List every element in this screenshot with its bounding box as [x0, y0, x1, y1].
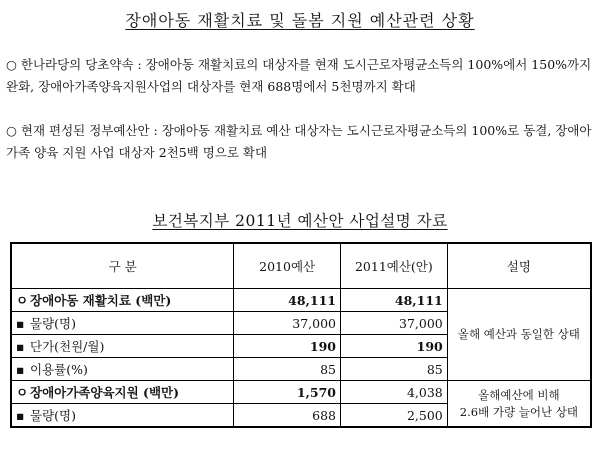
header-2011: 2011예산(안) — [341, 243, 448, 289]
square-bullet-icon: ▪ — [16, 316, 25, 331]
value-2011: 4,038 — [341, 381, 448, 404]
row-label: ▪ 물량(명) — [11, 404, 234, 428]
table-section-title: 보건복지부 2011년 예산안 사업설명 자료 — [152, 212, 448, 230]
circle-bullet-icon: ㅇ — [16, 293, 29, 308]
value-2011: 2,500 — [341, 404, 448, 428]
header-2010: 2010예산 — [234, 243, 341, 289]
value-2011: 37,000 — [341, 312, 448, 335]
square-bullet-icon: ▪ — [16, 339, 25, 354]
value-2010: 190 — [234, 335, 341, 358]
description-cell: 올해 예산과 동일한 상태 — [447, 289, 591, 381]
value-2010: 1,570 — [234, 381, 341, 404]
header-description: 설명 — [447, 243, 591, 289]
row-label: ㅇ 장애아가족양육지원 (백만) — [11, 381, 234, 404]
header-category: 구 분 — [11, 243, 234, 289]
value-2010: 688 — [234, 404, 341, 428]
value-2010: 48,111 — [234, 289, 341, 312]
value-2010: 37,000 — [234, 312, 341, 335]
value-2011: 85 — [341, 358, 448, 381]
row-label: ▪ 이용률(%) — [11, 358, 234, 381]
budget-table — [10, 242, 592, 428]
description-cell: 올해예산에 비해 2.6배 가량 늘어난 상태 — [447, 381, 591, 428]
table-header-row — [11, 243, 591, 289]
table-row — [11, 289, 591, 312]
paragraph-party-promise: ○ 한나라당의 당초약속 : 장애아동 재활치료의 대상자를 현재 도시근로자평균소득의 100%에서 150%까지 완화, 장애아가족양육지원사업의 대상자를 현재 688명에서 5천명까지 확대 — [6, 57, 592, 94]
document-title: 장애아동 재활치료 및 돌봄 지원 예산관련 상황 — [125, 11, 475, 30]
paragraph-government-budget: ○ 현재 편성된 정부예산안 : 장애아동 재활치료 예산 대상자는 도시근로자평균소득의 100%로 동결, 장애아가족 양육 지원 사업 대상자 2천5백 명으로 확대 — [6, 123, 592, 160]
row-label: ▪ 단가(천원/월) — [11, 335, 234, 358]
circle-bullet-icon: ㅇ — [16, 385, 29, 400]
square-bullet-icon: ▪ — [16, 362, 25, 377]
row-label: ㅇ 장애아동 재활치료 (백만) — [11, 289, 234, 312]
value-2011: 48,111 — [341, 289, 448, 312]
value-2010: 85 — [234, 358, 341, 381]
square-bullet-icon: ▪ — [16, 408, 25, 423]
row-label: ▪ 물량(명) — [11, 312, 234, 335]
value-2011: 190 — [341, 335, 448, 358]
table-row — [11, 381, 591, 404]
